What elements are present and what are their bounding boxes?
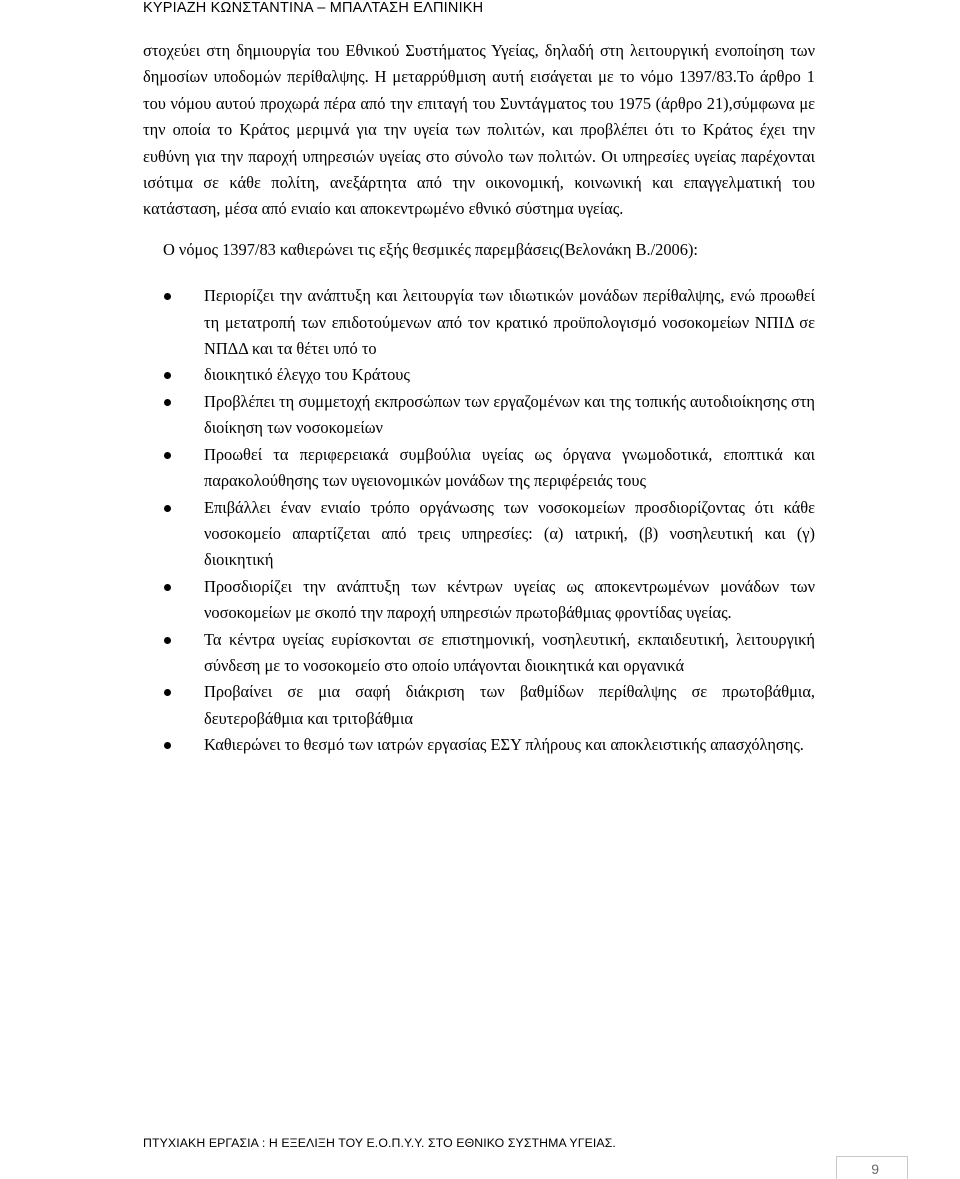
bullet-icon: [164, 689, 171, 696]
interventions-list: [143, 283, 815, 758]
list-item: Καθιερώνει το θεσμό των ιατρών εργασίας ΕΣΥ πλήρους και αποκλειστικής απασχόλησης.: [143, 732, 815, 758]
bullet-icon: [164, 293, 171, 300]
page-number-box: [836, 1156, 908, 1179]
list-item: διοικητικό έλεγχο του Κράτους: [143, 362, 815, 388]
running-header: ΚΥΡΙΑΖΗ ΚΩΝΣΤΑΝΤΙΝΑ – ΜΠΑΛΤΑΣΗ ΕΛΠΙΝΙΚΗ: [143, 0, 484, 16]
bullet-icon: [164, 742, 171, 749]
list-item: Προβαίνει σε μια σαφή διάκριση των βαθμίδων περίθαλψης σε πρωτοβάθμια, δευτεροβάθμια και τριτοβάθμια: [143, 679, 815, 732]
document-body: [143, 38, 815, 759]
bullet-icon: [164, 372, 171, 379]
list-item: Προβλέπει τη συμμετοχή εκπροσώπων των εργαζομένων και της τοπικής αυτοδιοίκησης στη διοίκηση των νοσοκομείων: [143, 389, 815, 442]
page-number: 9: [871, 1161, 879, 1177]
list-intro: Ο νόμος 1397/83 καθιερώνει τις εξής θεσμικές παρεμβάσεις(Βελονάκη Β./2006):: [163, 239, 698, 259]
list-item: Τα κέντρα υγείας ευρίσκονται σε επιστημονική, νοσηλευτική, εκπαιδευτική, λειτουργική σύνδεση με το νοσοκομείο στο οποίο υπάγονται διοικητικά και οργανικά: [143, 627, 815, 680]
list-item: Επιβάλλει έναν ενιαίο τρόπο οργάνωσης των νοσοκομείων προσδιορίζοντας ότι κάθε νοσοκομείο απαρτίζεται από τρεις υπηρεσίες: (α) ιατρική, (β) νοσηλευτική και (γ) διοικητική: [143, 495, 815, 574]
list-item: Περιορίζει την ανάπτυξη και λειτουργία των ιδιωτικών μονάδων περίθαλψης, ενώ προωθεί τη μετατροπή των επιδοτούμενων από τον κρατικό προϋπολογισμό νοσοκομείων ΝΠΙΔ σε ΝΠΔΔ και τα θέτει υπό το: [143, 283, 815, 362]
list-item: Προσδιορίζει την ανάπτυξη των κέντρων υγείας ως αποκεντρωμένων μονάδων των νοσοκομείων με σκοπό την παροχή υπηρεσιών πρωτοβάθμιας φροντίδας υγείας.: [143, 574, 815, 627]
bullet-icon: [164, 637, 171, 644]
bullet-icon: [164, 505, 171, 512]
list-item: Προωθεί τα περιφερειακά συμβούλια υγείας ως όργανα γνωμοδοτικά, εποπτικά και παρακολούθησης των υγειονομικών μονάδων της περιφέρειάς τους: [143, 442, 815, 495]
body-paragraph: στοχεύει στη δημιουργία του Εθνικού Συστήματος Υγείας, δηλαδή στη λειτουργική ενοποίηση των δημοσίων υποδομών περίθαλψης. Η μεταρρύθμιση αυτή εισάγεται με το νόμο 1397/83.Το άρθρο 1 του νόμου αυτού προχωρά πέρα από την επιταγή του Συντάγματος του 1975 (άρθρο 21),σύμφωνα με την οποία το Κράτος μεριμνά για την υγεία των πολιτών, και προβλέπει ότι το Κράτος έχει την ευθύνη για την παροχή υπηρεσιών υγείας στο σύνολο των πολιτών. Οι υπηρεσίες υγείας παρέχονται ισότιμα σε κάθε πολίτη, ανεξάρτητα από την οικονομική, κοινωνική και επαγγελματική του κατάσταση, μέσα από ενιαίο και αποκεντρωμένο εθνικό σύστημα υγείας.: [143, 41, 815, 219]
footer-title: ΠΤΥΧΙΑΚΗ ΕΡΓΑΣΙΑ : Η ΕΞΕΛΙΞΗ ΤΟΥ Ε.Ο.Π.Υ.Υ. ΣΤΟ ΕΘΝΙΚΟ ΣΥΣΤΗΜΑ ΥΓΕΙΑΣ.: [143, 1136, 616, 1150]
bullet-icon: [164, 452, 171, 459]
bullet-icon: [164, 399, 171, 406]
bullet-icon: [164, 584, 171, 591]
